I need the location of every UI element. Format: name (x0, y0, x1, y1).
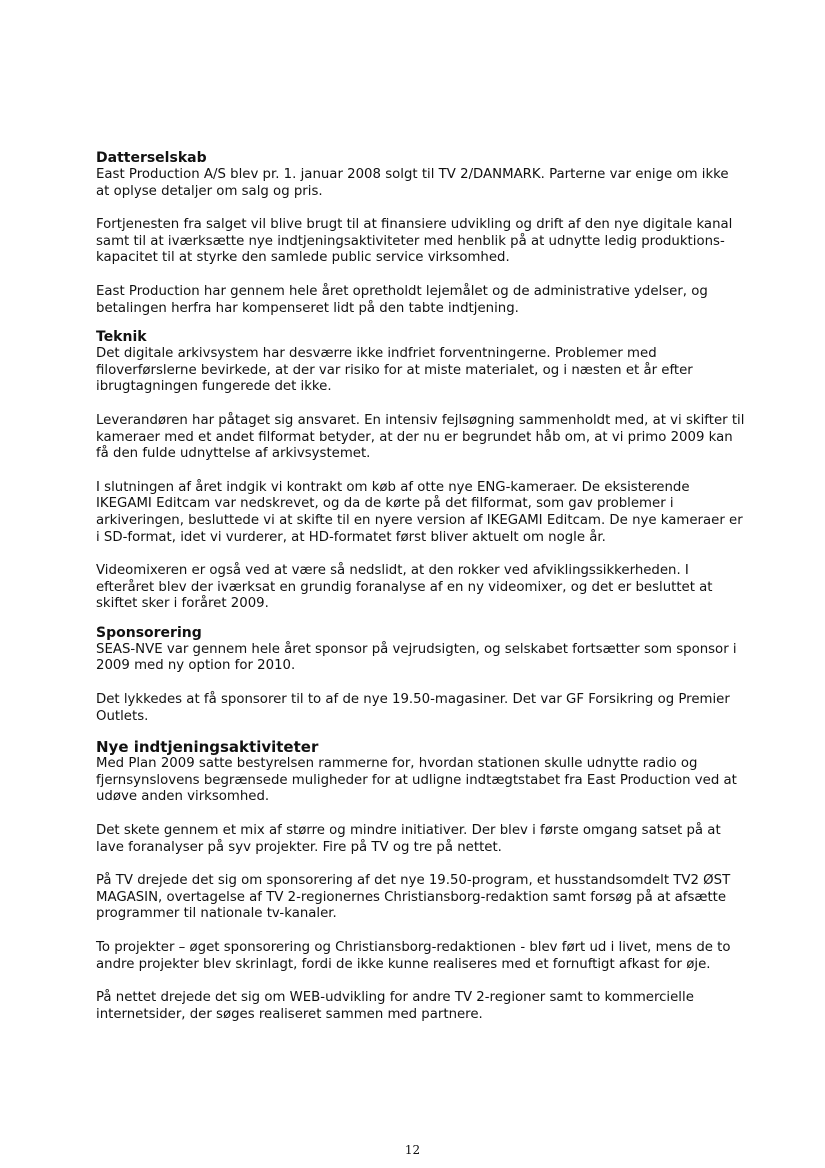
paragraph: SEAS-NVE var gennem hele året sponsor på vejrudsigten, og selskabet fortsætter som sponsor i 2009 med ny option for 2010. (96, 641, 737, 674)
paragraph: Videomixeren er også ved at være så nedslidt, at den rokker ved afviklingssikkerheden. I efteråret blev der iværksat en grundig foranalyse af en ny videomixer, og det er besluttet at skiftet sker i foråret 2009. (96, 563, 713, 612)
paragraph: Fortjenesten fra salget vil blive brugt til at finansiere udvikling og drift af den nye digitale kanal samt til at iværksætte nye indtjeningsaktiviteter med henblik på at udnytte ledig produktions-kapacitet til at styrke den samlede public service virksomhed. (96, 217, 733, 266)
section-heading: Nye indtjeningsaktiviteter (96, 738, 319, 757)
section-nye-indtjeningsaktiviteter (96, 739, 746, 1023)
section-heading: Sponsorering (96, 624, 202, 641)
section-sponsorering (96, 625, 746, 725)
paragraph: Det digitale arkivsystem har desværre ikke indfriet forventningerne. Problemer med filoverførslerne bevirkede, at der var risiko for at miste materialet, og i næsten et år efter ibrugtagningen fungerede det ikke. (96, 346, 693, 395)
section-teknik (96, 329, 746, 613)
page-number: 12 (404, 1143, 421, 1157)
paragraph: På TV drejede det sig om sponsorering af det nye 19.50-program, et husstandsomdelt TV2 ØST MAGASIN, overtagelse af TV 2-regionernes Christiansborg-redaktion samt forsøg på at afsætte programmer til nationale tv-kanaler. (96, 873, 731, 922)
paragraph: I slutningen af året indgik vi kontrakt om køb af otte nye ENG-kameraer. De eksisterende IKEGAMI Editcam var nedskrevet, og da de kørte på det filformat, som gav problemer i arkiveringen, besluttede vi at skifte til en nyere version af IKEGAMI Editcam. De nye kameraer er i SD-format, idet vi vurderer, at HD-formatet først bliver aktuelt om nogle år. (96, 479, 743, 545)
paragraph: East Production A/S blev pr. 1. januar 2008 solgt til TV 2/DANMARK. Parterne var enige om ikke at oplyse detaljer om salg og pris. (96, 167, 729, 199)
paragraph: East Production har gennem hele året opretholdt lejemålet og de administrative ydelser, og betalingen herfra har kompenseret lidt på den tabte indtjening. (96, 283, 708, 316)
document-body (96, 150, 746, 1040)
paragraph: Det skete gennem et mix af større og mindre initiativer. Der blev i første omgang satset på at lave foranalyser på syv projekter. Fire på TV og tre på nettet. (96, 823, 721, 855)
paragraph: Med Plan 2009 satte bestyrelsen rammerne for, hvordan stationen skulle udnytte radio og fjernsynslovens begrænsede muligheder for at udligne indtægtstabet fra East Production ved at udøve anden virksomhed. (96, 756, 737, 805)
paragraph: Leverandøren har påtaget sig ansvaret. En intensiv fejlsøgning sammenholdt med, at vi skifter til kameraer med et andet filformat betyder, at der nu er begrundet håb om, at vi primo 2009 kan få den fulde udnyttelse af arkivsystemet. (96, 412, 745, 462)
paragraph: Det lykkedes at få sponsorer til to af de nye 19.50-magasiner. Det var GF Forsikring og Premier Outlets. (96, 692, 730, 724)
section-heading: Datterselskab (96, 150, 207, 166)
paragraph: To projekter – øget sponsorering og Christiansborg-redaktionen - blev ført ud i livet, mens de to andre projekter blev skrinlagt, fordi de ikke kunne realiseres med et fornuftigt afkast for øje. (96, 940, 731, 972)
section-datterselskab (96, 150, 746, 317)
section-heading: Teknik (96, 329, 147, 346)
paragraph: På nettet drejede det sig om WEB-udvikling for andre TV 2-regioner samt to kommercielle internetsider, der søges realiseret sammen med partnere. (96, 990, 694, 1022)
